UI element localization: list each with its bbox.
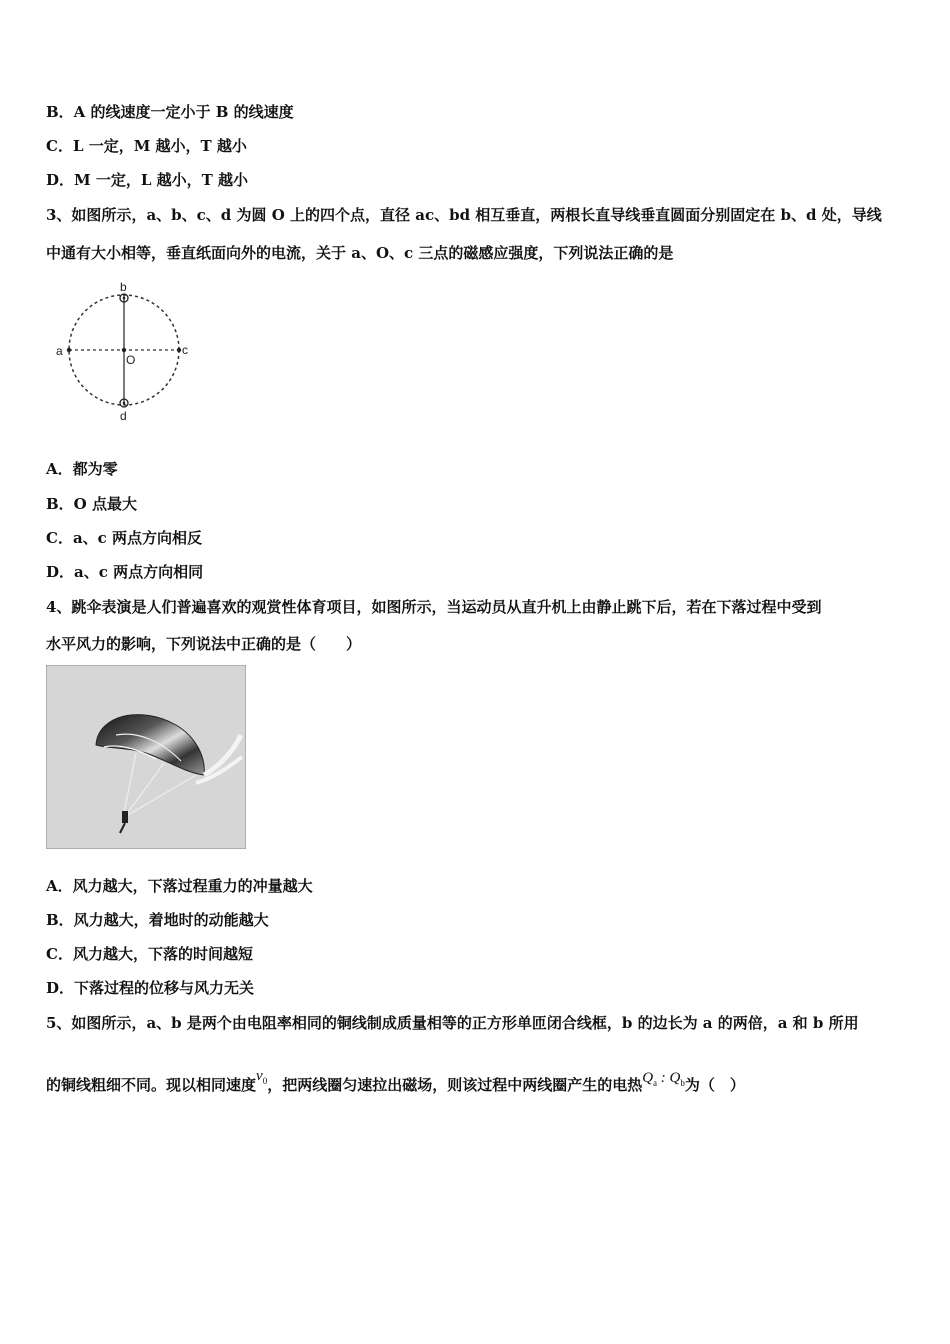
- q3-stem-line2: 中通有大小相等，垂直纸面向外的电流，关于 a、O、c 三点的磁感应强度，下列说法正确的是: [46, 244, 674, 262]
- q2-option-c: C．L 一定，M 越小，T 越小: [46, 137, 247, 155]
- label-a: a: [56, 344, 63, 358]
- label-d: d: [120, 409, 127, 423]
- q3-circle-diagram: [50, 280, 200, 425]
- q5-heat-ratio: $Q_a$ : $Q_b$: [642, 1070, 685, 1088]
- q3-option-d: D．a、c 两点方向相同: [46, 563, 204, 581]
- parachutist: [122, 811, 128, 823]
- label-b: b: [120, 280, 127, 294]
- q3-option-c: C．a、c 两点方向相反: [46, 529, 203, 547]
- q4-stem-line1: 4、跳伞表演是人们普遍喜欢的观赏性体育项目，如图所示，当运动员从直升机上由静止跳下后，若在下落过程中受到: [46, 598, 822, 616]
- point-c-dot: [177, 348, 181, 352]
- q4-stem-line2: 水平风力的影响，下列说法中正确的是（ ）: [46, 635, 362, 653]
- q5-stem-part3: 为（ ）: [684, 1076, 745, 1094]
- q2-option-d: D．M 一定，L 越小，T 越小: [46, 171, 248, 189]
- q3-option-b: B．O 点最大: [46, 495, 137, 513]
- q5-velocity: $v_0$: [256, 1068, 268, 1086]
- q5-stem-line1: 5、如图所示，a、b 是两个由电阻率相同的铜线制成质量相等的正方形单匝闭合线框，b 的边长为 a 的两倍，a 和 b 所用: [46, 1014, 859, 1032]
- point-o-dot: [122, 348, 126, 352]
- q3-stem-line1: 3、如图所示，a、b、c、d 为圆 O 上的四个点，直径 ac、bd 相互垂直，两根长直导线垂直圆面分别固定在 b、d 处，导线: [46, 206, 882, 224]
- q2-option-b: B．A 的线速度一定小于 B 的线速度: [46, 103, 294, 121]
- label-c: c: [182, 343, 188, 357]
- q5-stem-part2: ，把两线圈匀速拉出磁场，则该过程中两线圈产生的电热: [267, 1076, 643, 1094]
- q4-option-d: D．下落过程的位移与风力无关: [46, 979, 255, 997]
- q4-option-c: C．风力越大，下落的时间越短: [46, 945, 253, 963]
- q4-parachute-photo: [46, 665, 246, 849]
- q3-option-a: A．都为零: [46, 460, 118, 478]
- q4-option-a: A．风力越大，下落过程重力的冲量越大: [46, 877, 313, 895]
- q5-stem-line2: [46, 1068, 745, 1101]
- q5-stem-part1: 的铜线粗细不同。现以相同速度: [46, 1076, 257, 1094]
- point-a-dot: [67, 348, 71, 352]
- label-o: O: [126, 353, 136, 367]
- q4-option-b: B．风力越大，着地时的动能越大: [46, 911, 269, 929]
